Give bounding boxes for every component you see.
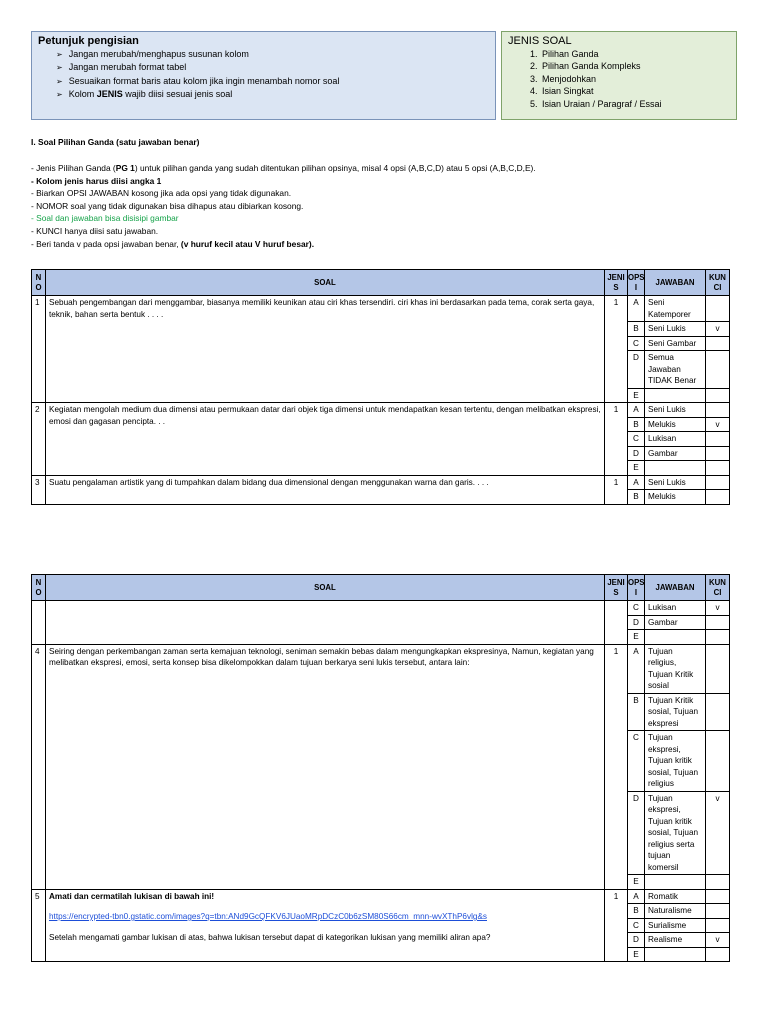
option-letter: D [628,791,645,875]
question-instruction: Amati dan cermatilah lukisan di bawah ini! [49,891,215,901]
question-text[interactable] [46,601,605,645]
answer-cell[interactable]: Romatik [645,889,706,904]
option-letter: E [628,875,645,890]
header-soal: SOAL [46,575,605,601]
question-number [32,601,46,645]
note-line-4: - NOMOR soal yang tidak digunakan bisa dihapus atau dibiarkan kosong. [31,200,304,211]
key-cell[interactable]: v [706,601,730,616]
key-cell[interactable]: v [706,791,730,875]
answer-cell[interactable]: Tujuan ekspresi, Tujuan kritik sosial, Tujuan religius serta tujuan komersil [645,791,706,875]
question-number: 5 [32,889,46,962]
instruction-item: ➢ Jangan merubah format tabel [56,61,495,75]
table-row [32,296,730,322]
question-table-2 [31,574,730,962]
question-type-cell[interactable]: 1 [605,475,628,504]
key-cell[interactable] [706,432,730,447]
key-cell[interactable]: v [706,417,730,432]
section-heading-block [31,136,199,149]
header-opsi: OPS I [628,575,645,601]
answer-cell[interactable]: Seni Lukis [645,475,706,490]
key-cell[interactable] [706,403,730,418]
header-jawaban: JAWABAN [645,575,706,601]
table-row [32,475,730,490]
option-letter: A [628,644,645,693]
answer-cell[interactable]: Melukis [645,490,706,505]
question-type-item: 5. Isian Uraian / Paragraf / Essai [540,98,736,111]
header-kunci: KUN CI [706,575,730,601]
question-type-item: 3. Menjodohkan [540,73,736,86]
key-cell[interactable] [706,296,730,322]
option-letter: A [628,889,645,904]
answer-cell[interactable]: Gambar [645,446,706,461]
option-letter: E [628,388,645,403]
key-cell[interactable] [706,731,730,792]
table-header-row [32,575,730,601]
key-cell[interactable] [706,630,730,645]
answer-cell[interactable] [645,947,706,962]
option-letter: C [628,601,645,616]
header-kunci: KUN CI [706,270,730,296]
option-letter: B [628,490,645,505]
option-letter: B [628,904,645,919]
question-type-item: 4. Isian Singkat [540,85,736,98]
table-header-row [32,270,730,296]
option-letter: E [628,630,645,645]
question-type-item: 2. Pilihan Ganda Kompleks [540,60,736,73]
table-row [32,601,730,616]
option-letter: A [628,403,645,418]
question-type-cell[interactable] [605,601,628,645]
answer-cell[interactable]: Lukisan [645,432,706,447]
option-letter: C [628,336,645,351]
answer-cell[interactable]: Surialisme [645,918,706,933]
key-cell[interactable] [706,947,730,962]
question-number: 1 [32,296,46,403]
key-cell[interactable] [706,475,730,490]
answer-cell[interactable]: Lukisan [645,601,706,616]
instruction-item: ➢ Sesuaikan format baris atau kolom jika ingin menambah nomor soal [56,75,495,89]
option-letter: C [628,731,645,792]
option-letter: D [628,446,645,461]
question-number: 2 [32,403,46,476]
instructions-box [31,31,496,120]
header-opsi: OPS I [628,270,645,296]
question-types-box [501,31,737,120]
answer-cell[interactable]: Tujuan ekspresi, Tujuan kritik sosial, Tujuan religius [645,731,706,792]
option-letter: B [628,693,645,731]
answer-cell[interactable] [645,875,706,890]
answer-cell[interactable]: Seni Gambar [645,336,706,351]
header-no: N O [32,575,46,601]
answer-cell[interactable] [645,388,706,403]
key-cell[interactable]: v [706,933,730,948]
key-cell[interactable] [706,875,730,890]
answer-cell[interactable]: Realisme [645,933,706,948]
answer-cell[interactable] [645,461,706,476]
key-cell[interactable] [706,918,730,933]
note-line-7: - Beri tanda v pada opsi jawaban benar, (v huruf kecil atau V huruf besar). [31,238,315,249]
option-letter: A [628,475,645,490]
table-row [32,644,730,693]
instructions-title: Petunjuk pengisian [38,35,139,47]
option-letter: D [628,351,645,389]
key-cell[interactable] [706,644,730,693]
key-cell[interactable] [706,889,730,904]
question-text[interactable]: Seiring dengan perkembangan zaman serta kemajuan teknologi, seniman semakin bebas dalam mengungkapkan ekspresinya, Namun, kegiatan yang melibatkan ekspresi, emosi, serta konsep bisa dikelompokkan dalam tujuan berkarya seni lukis tersebut, antara lain: [46,644,605,889]
question-type-cell[interactable]: 1 [605,644,628,889]
section-notes [31,162,536,250]
instruction-item: ➢ Kolom JENIS wajib diisi sesuai jenis soal [56,88,495,102]
answer-cell[interactable]: Tujuan religius, Tujuan Kritik sosial [645,644,706,693]
key-cell[interactable] [706,388,730,403]
question-text[interactable] [46,889,605,962]
note-line-5: - Soal dan jawaban bisa disisipi gambar [31,213,179,224]
answer-cell[interactable]: Seni Katemporer [645,296,706,322]
key-cell[interactable] [706,904,730,919]
key-cell[interactable] [706,461,730,476]
option-letter: C [628,432,645,447]
header-soal: SOAL [46,270,605,296]
answer-cell[interactable]: Naturalisme [645,904,706,919]
note-line-2: - Kolom jenis harus diisi angka 1 [31,175,162,186]
header-jawaban: JAWABAN [645,270,706,296]
answer-cell[interactable]: Semua Jawaban TIDAK Benar [645,351,706,389]
key-cell[interactable] [706,490,730,505]
note-line-6: - KUNCI hanya diisi satu jawaban. [31,225,159,236]
option-letter: C [628,918,645,933]
question-text[interactable]: Sebuah pengembangan dari menggambar, biasanya memiliki keunikan atau ciri khas tersendiri. ciri khas ini berdasarkan pada tema, corak serta gaya, teknik, bahan serta bentuk . . . . [46,296,605,403]
key-cell[interactable] [706,446,730,461]
section-heading: I. Soal Pilihan Ganda (satu jawaban benar) [31,137,200,147]
key-cell[interactable] [706,351,730,389]
table-row [32,403,730,418]
question-types-title: JENIS SOAL [508,35,572,47]
option-letter: D [628,933,645,948]
key-cell[interactable]: v [706,322,730,337]
answer-cell[interactable] [645,630,706,645]
question-type-item: 1. Pilihan Ganda [540,48,736,61]
option-letter: E [628,947,645,962]
question-text[interactable]: Kegiatan mengolah medium dua dimensi atau permukaan datar dari objek tiga dimensi untuk mendapatkan kesan tertentu, dengan melibatkan ekspresi, emosi dan gagasan pencipta. . . [46,403,605,476]
answer-cell[interactable]: Tujuan Kritik sosial, Tujuan ekspresi [645,693,706,731]
question-prompt: Setelah mengamati gambar lukisan di atas, bahwa lukisan tersebut dapat di kategorikan lukisan yang memiliki aliran apa? [49,932,491,942]
question-type-cell[interactable]: 1 [605,889,628,962]
answer-cell[interactable]: Gambar [645,615,706,630]
note-line-3: - Biarkan OPSI JAWABAN kosong jika ada opsi yang tidak digunakan. [31,188,292,199]
option-letter: B [628,322,645,337]
option-letter: D [628,615,645,630]
answer-cell[interactable]: Seni Lukis [645,322,706,337]
question-number: 4 [32,644,46,889]
key-cell[interactable] [706,615,730,630]
key-cell[interactable] [706,336,730,351]
question-table-1 [31,269,730,505]
table-row [32,889,730,904]
question-type-cell[interactable]: 1 [605,296,628,403]
image-link-wrap [49,911,601,923]
option-letter: E [628,461,645,476]
answer-cell[interactable]: Melukis [645,417,706,432]
key-cell[interactable] [706,693,730,731]
question-text[interactable]: Suatu pengalaman artistik yang di tumpahkan dalam bidang dua dimensional dengan menggunakan warna dan garis. . . . [46,475,605,504]
option-letter: B [628,417,645,432]
instructions-list [32,48,495,102]
header-jenis: JENI S [605,575,628,601]
option-letter: A [628,296,645,322]
instruction-item: ➢ Jangan merubah/menghapus susunan kolom [56,48,495,62]
question-number: 3 [32,475,46,504]
header-jenis: JENI S [605,270,628,296]
answer-cell[interactable]: Seni Lukis [645,403,706,418]
header-no: N O [32,270,46,296]
image-link[interactable]: https://encrypted-tbn0.gstatic.com/images?q=tbn:ANd9GcQFKV6JUaoMRpDCzC0b6zSM80S66cm_mnn-wvXThP6vlg&s [49,912,487,921]
question-type-cell[interactable]: 1 [605,403,628,476]
note-line-1: - Jenis Pilihan Ganda (PG 1) untuk pilihan ganda yang sudah ditentukan pilihan opsinya, misal 4 opsi (A,B,C,D) atau 5 opsi (A,B,C,D,E). [31,163,536,173]
question-types-list [502,48,736,111]
